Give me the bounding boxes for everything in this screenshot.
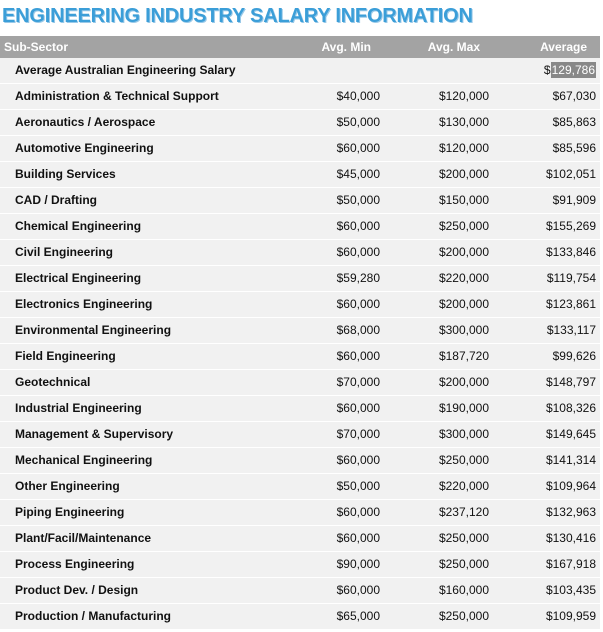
sector-name: Field Engineering: [15, 349, 116, 363]
avg-max-value: $250,000: [438, 531, 489, 545]
table-body: [0, 84, 600, 630]
avg-min-value: $90,000: [336, 557, 380, 571]
average-value: $99,626: [552, 349, 596, 363]
average-value: $102,051: [545, 167, 596, 181]
summary-label: Average Australian Engineering Salary: [15, 63, 236, 77]
table-row: [0, 604, 600, 630]
avg-max-value: $237,120: [438, 505, 489, 519]
selected-average-value[interactable]: 129,786: [551, 63, 595, 77]
table-row: [0, 162, 600, 188]
avg-min-value: $60,000: [336, 505, 380, 519]
sector-name: Other Engineering: [15, 479, 120, 493]
sector-name: Chemical Engineering: [15, 219, 142, 233]
avg-max-value: $220,000: [438, 271, 489, 285]
avg-max-value: $150,000: [438, 193, 489, 207]
table-row: [0, 448, 600, 474]
table-header: [0, 36, 600, 58]
table-row: [0, 552, 600, 578]
avg-max-value: $250,000: [438, 557, 489, 571]
avg-min-value: $60,000: [336, 141, 380, 155]
sector-name: Production / Manufacturing: [15, 609, 171, 623]
page-title: ENGINEERING INDUSTRY SALARY INFORMATION: [2, 5, 473, 27]
average-value: $85,596: [552, 141, 596, 155]
avg-min-value: $45,000: [336, 167, 380, 181]
summary-max: [381, 58, 489, 83]
avg-max-value: $300,000: [438, 427, 489, 441]
avg-min-value: $60,000: [336, 245, 380, 259]
avg-max-value: $220,000: [438, 479, 489, 493]
table-row: [0, 396, 600, 422]
sector-name: Building Services: [15, 167, 116, 181]
table-row: [0, 136, 600, 162]
sector-name: Electrical Engineering: [15, 271, 142, 285]
average-value: $149,645: [545, 427, 596, 441]
avg-min-value: $60,000: [336, 583, 380, 597]
sector-name: Environmental Engineering: [15, 323, 172, 337]
sector-name: Product Dev. / Design: [15, 583, 139, 597]
avg-min-value: $60,000: [336, 401, 380, 415]
table-row: [0, 370, 600, 396]
table-row: [0, 188, 600, 214]
avg-max-value: $250,000: [438, 219, 489, 233]
table-row: [0, 318, 600, 344]
sector-name: Administration & Technical Support: [15, 89, 219, 103]
average-value: $155,269: [545, 219, 596, 233]
sector-name: Automotive Engineering: [15, 141, 154, 155]
avg-min-value: $70,000: [336, 375, 380, 389]
table-row: [0, 526, 600, 552]
average-value: $109,959: [545, 609, 596, 623]
summary-row: [0, 58, 600, 84]
table-row: [0, 474, 600, 500]
table-row: [0, 240, 600, 266]
average-value: $108,326: [545, 401, 596, 415]
column-header-avg-min: Avg. Min: [321, 40, 371, 54]
avg-min-value: $68,000: [336, 323, 380, 337]
average-value: $91,909: [552, 193, 596, 207]
sector-name: Plant/Facil/Maintenance: [15, 531, 152, 545]
avg-min-value: $60,000: [336, 349, 380, 363]
average-value: $132,963: [545, 505, 596, 519]
avg-min-value: $60,000: [336, 297, 380, 311]
avg-max-value: $200,000: [438, 167, 489, 181]
average-value: $167,918: [545, 557, 596, 571]
sector-name: Electronics Engineering: [15, 297, 153, 311]
avg-min-value: $60,000: [336, 531, 380, 545]
avg-min-value: $40,000: [336, 89, 380, 103]
summary-min: [280, 58, 381, 83]
sector-name: Management & Supervisory: [15, 427, 174, 441]
table-row: [0, 110, 600, 136]
average-value: $119,754: [546, 271, 596, 285]
average-value: $103,435: [545, 583, 596, 597]
sector-name: Aeronautics / Aerospace: [15, 115, 156, 129]
average-value: $67,030: [552, 89, 596, 103]
average-value: $123,861: [545, 297, 596, 311]
column-header-sub-sector: Sub-Sector: [4, 40, 69, 54]
avg-min-value: $70,000: [336, 427, 380, 441]
table-row: [0, 422, 600, 448]
sector-name: Industrial Engineering: [15, 401, 142, 415]
table-row: [0, 266, 600, 292]
table-row: [0, 84, 600, 110]
summary-currency: $: [543, 63, 551, 77]
avg-max-value: $300,000: [438, 323, 489, 337]
avg-max-value: $250,000: [438, 453, 489, 467]
sector-name: Mechanical Engineering: [15, 453, 153, 467]
sector-name: Piping Engineering: [15, 505, 125, 519]
avg-max-value: $120,000: [438, 141, 489, 155]
column-header-average: Average: [540, 40, 587, 54]
avg-max-value: $187,720: [438, 349, 489, 363]
average-value: $141,314: [545, 453, 596, 467]
avg-min-value: $59,280: [336, 271, 380, 285]
avg-max-value: $190,000: [438, 401, 489, 415]
table-row: [0, 578, 600, 604]
average-value: $148,797: [545, 375, 596, 389]
avg-min-value: $50,000: [336, 115, 380, 129]
avg-min-value: $50,000: [336, 479, 380, 493]
avg-min-value: $50,000: [336, 193, 380, 207]
average-value: $109,964: [545, 479, 596, 493]
average-value: $133,117: [546, 323, 596, 337]
column-header-avg-max: Avg. Max: [427, 40, 480, 54]
avg-max-value: $160,000: [438, 583, 489, 597]
avg-max-value: $120,000: [438, 89, 489, 103]
table-row: [0, 292, 600, 318]
salary-table: [0, 36, 600, 630]
avg-max-value: $200,000: [438, 375, 489, 389]
avg-min-value: $65,000: [336, 609, 380, 623]
avg-min-value: $60,000: [336, 219, 380, 233]
table-row: [0, 214, 600, 240]
table-row: [0, 344, 600, 370]
avg-min-value: $60,000: [336, 453, 380, 467]
sector-name: CAD / Drafting: [15, 193, 97, 207]
avg-max-value: $200,000: [438, 245, 489, 259]
table-row: [0, 500, 600, 526]
average-value: $85,863: [552, 115, 596, 129]
avg-max-value: $250,000: [438, 609, 489, 623]
summary-average[interactable]: [489, 58, 600, 83]
sector-name: Geotechnical: [15, 375, 91, 389]
avg-max-value: $130,000: [438, 115, 489, 129]
avg-max-value: $200,000: [438, 297, 489, 311]
average-value: $130,416: [545, 531, 596, 545]
sector-name: Civil Engineering: [15, 245, 114, 259]
sector-name: Process Engineering: [15, 557, 135, 571]
average-value: $133,846: [545, 245, 596, 259]
